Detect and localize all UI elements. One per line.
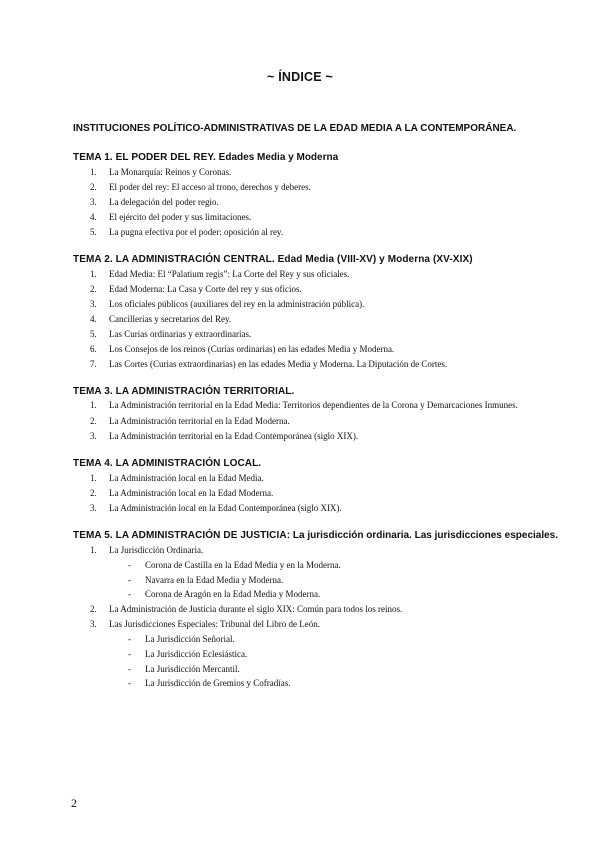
tema-item-list [73,165,531,240]
list-item-text: La Administración territorial en la Edad Media: Territorios dependientes de la Corona y Demarcaciones Inmunes. [109,400,518,410]
page-title: ~ ÍNDICE ~ [267,70,333,84]
list-item-number: 2. [90,284,97,294]
list-item [73,543,531,558]
dash-bullet-icon: - [128,560,131,570]
tema-section [73,385,531,444]
list-item-text: Los oficiales públicos (auxiliares del rey en la administración pública). [109,299,365,309]
list-item [73,225,531,240]
tema-heading-lead: TEMA 1. EL PODER DEL REY. [73,152,216,163]
list-item [73,210,531,225]
list-item-text: La Administración territorial en la Edad Moderna. [109,416,290,426]
list-item-number: 1. [90,473,97,483]
tema-heading-lead: TEMA 5. LA ADMINISTRACIÓN DE JUSTICIA: [73,530,291,541]
list-item-text: La Administración local en la Edad Moderna. [109,488,274,498]
list-item-number: 3. [90,197,97,207]
sub-list-item [73,558,531,573]
list-item-number: 1. [90,400,97,410]
list-item-text: Los Consejos de los reinos (Curias ordinarias) en las edades Media y Moderna. [109,344,395,354]
list-item-number: 2. [90,604,97,615]
tema-heading-rest: La jurisdicción ordinaria. Las jurisdicciones especiales. [290,530,559,541]
tema-heading [73,385,531,398]
sub-list-item-text: La Jurisdicción de Gremios y Cofradías. [145,678,291,689]
list-item [73,312,531,327]
list-item-number: 4. [90,212,97,222]
page-number: 2 [71,796,77,810]
list-item-number: 2. [90,488,97,498]
sub-list-item [73,676,531,691]
list-item [73,602,531,617]
tema-heading-lead: TEMA 2. LA ADMINISTRACIÓN CENTRAL. Edad Media (VIII-XV) y Moderna (XV-XIX) [73,254,473,265]
list-item-text: Edad Moderna: La Casa y Corte del rey y sus oficios. [109,284,302,294]
tema-heading-lead: TEMA 4. LA ADMINISTRACIÓN LOCAL. [73,458,262,469]
list-item [73,180,531,195]
sub-list-item-text: Navarra en la Edad Media y Moderna. [145,574,284,585]
tema-heading [73,151,531,164]
sub-list-item-text: La Jurisdicción Mercantil. [145,663,240,674]
dash-bullet-icon: - [128,648,131,659]
tema-item-list [73,267,531,372]
tema-section [73,457,531,516]
dash-bullet-icon: - [128,634,131,645]
list-item-number: 3. [90,619,97,630]
list-item [73,297,531,312]
list-item-text: La Administración local en la Edad Media. [109,473,264,483]
list-item [73,414,531,429]
list-item [73,399,531,412]
list-item-number: 1. [90,269,97,279]
dash-bullet-icon: - [128,663,131,674]
tema-item-list [73,399,531,444]
list-item-text: La Administración de Justicia durante el siglo XIX: Común para todos los reinos. [109,604,403,615]
dash-bullet-icon: - [128,678,131,689]
list-item [73,429,531,444]
list-item-number: 3. [90,431,97,441]
list-item-number: 5. [90,329,97,339]
list-item-number: 2. [90,416,97,426]
sub-item-list [73,632,531,691]
list-item-number: 4. [90,314,97,324]
list-item [73,195,531,210]
list-item-number: 1. [90,545,97,555]
list-item-text: La Administración territorial en la Edad Contemporánea (siglo XIX). [109,431,359,441]
list-item [73,327,531,342]
tema-item-list [73,543,531,691]
list-item-number: 3. [90,299,97,309]
list-item-number: 7. [90,359,97,369]
dash-bullet-icon: - [128,574,131,585]
sub-list-item-text: Corona de Castilla en la Edad Media y en la Moderna. [145,560,341,570]
sub-list-item [73,662,531,677]
list-item [73,471,531,486]
list-item-text: Las Curias ordinarias y extraordinarias. [109,329,252,339]
tema-section [73,529,559,691]
list-item [73,617,531,632]
sub-list-item [73,647,531,662]
list-item [73,282,531,297]
sub-list-item [73,632,531,647]
sub-list-item [73,573,531,588]
tema-heading [73,529,559,542]
list-item-text: Edad Media: El “Palatium regis”: La Corte del Rey y sus oficiales. [109,269,350,279]
list-item-text: El poder del rey: El acceso al trono, derechos y deberes. [109,182,311,192]
list-item-text: Las Jurisdicciones Especiales: Tribunal del Libro de León. [109,619,320,630]
tema-item-list [73,471,531,516]
tema-heading-rest: Edades Media y Moderna [215,152,339,163]
list-item-text: La pugna efectiva por el poder: oposición al rey. [109,227,284,237]
list-item-text: La Administración local en la Edad Contemporánea (siglo XIX). [109,503,342,513]
sub-list-item-text: Corona de Aragón en la Edad Media y Moderna. [145,589,321,600]
dash-bullet-icon: - [128,589,131,600]
sub-list-item-text: La Jurisdicción Señorial. [145,634,235,645]
list-item [73,267,531,282]
list-item-number: 5. [90,227,97,237]
sub-list-item [73,587,531,602]
tema-heading-lead: TEMA 3. LA ADMINISTRACIÓN TERRITORIAL. [73,386,295,397]
tema-heading [73,457,531,470]
list-item [73,165,531,180]
list-item-number: 1. [90,167,97,177]
list-item [73,486,531,501]
sub-list-item-text: La Jurisdicción Eclesiástica. [145,648,248,659]
list-item-text: La Monarquía: Reinos y Coronas. [109,167,232,177]
list-item-number: 3. [90,503,97,513]
list-item-text: Cancillerías y secretarios del Rey. [109,314,232,324]
list-item-text: El ejército del poder y sus limitaciones. [109,212,252,222]
list-item [73,357,531,372]
list-item-number: 2. [90,182,97,192]
list-item-text: La Jurisdicción Ordinaria. [109,545,204,555]
tema-section [73,151,531,240]
list-item-text: La delegación del poder regio. [109,197,219,207]
index-content [73,151,559,704]
list-item-number: 6. [90,344,97,354]
list-item [73,342,531,357]
sub-item-list [73,558,531,602]
tema-heading [73,253,531,266]
list-item-text: Las Cortes (Curias extraordinarias) en las edades Media y Moderna. La Diputación de Cortes. [109,359,448,369]
document-subtitle: INSTITUCIONES POLÍTICO-ADMINISTRATIVAS DE LA EDAD MEDIA A LA CONTEMPORÁNEA. [73,123,517,134]
list-item [73,501,531,516]
tema-section [73,253,531,372]
